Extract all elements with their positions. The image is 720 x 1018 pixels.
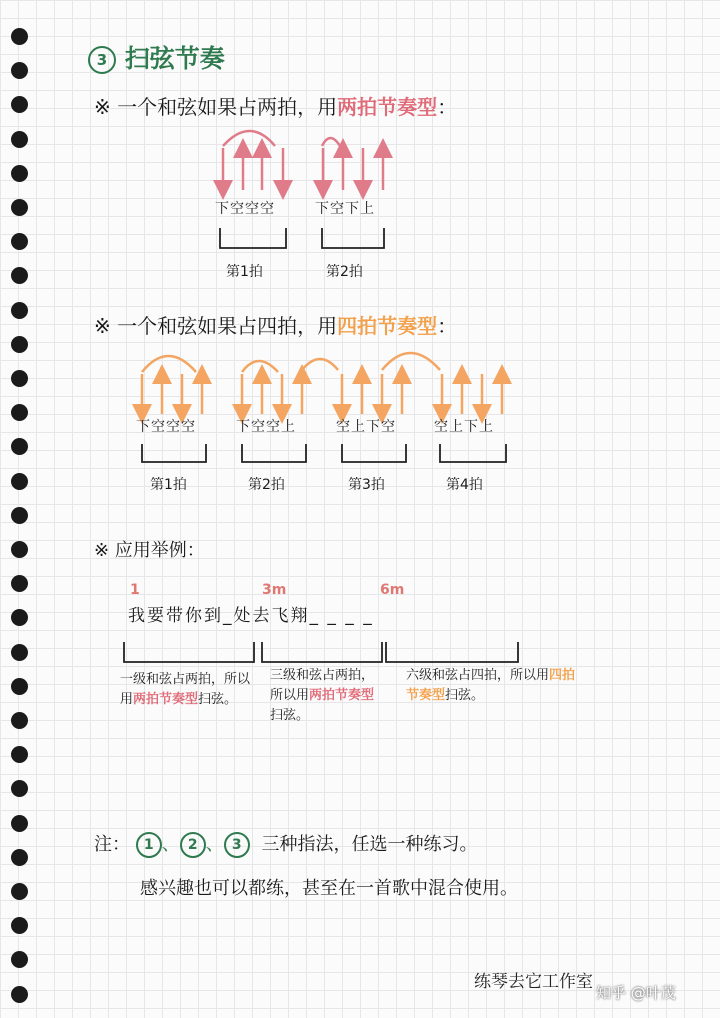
- example-note-1: [120, 670, 260, 710]
- part1-group2-beat: 第2拍: [326, 264, 363, 280]
- note1-pre: 一级和弦占两拍，所以用: [120, 672, 251, 708]
- watermark: 知乎 @叶茂: [596, 984, 676, 1002]
- note3-pre: 六级和弦占四拍，所以用: [406, 668, 550, 683]
- part2-group2-label: 下空空上: [236, 419, 296, 435]
- part2-group1-label: 下空空空: [136, 419, 196, 435]
- part2-group3-label: 空上下空: [336, 419, 396, 435]
- note3-highlight: 四拍节奏型: [406, 668, 576, 704]
- part1-group1-beat: 第1拍: [226, 264, 263, 280]
- part2-group2-beat: 第2拍: [248, 477, 285, 493]
- example-note-2: [270, 666, 380, 726]
- footer-note-line1: 注： 1 、 2 、 3 三种指法，任选一种练习。: [94, 832, 477, 858]
- part2-group3-beat: 第3拍: [348, 477, 385, 493]
- part2-group4-beat: 第4拍: [446, 477, 483, 493]
- lyrics-line: 我要带你到_处去飞翔_ _ _ _: [128, 606, 374, 626]
- part1-group1-label: 下空空空: [215, 201, 275, 217]
- note2-post: 扫弦。: [270, 708, 310, 724]
- part2-group1-beat: 第1拍: [150, 477, 187, 493]
- note2-pre: 三级和弦占两拍，所以用: [270, 668, 375, 704]
- example-note-3: [406, 666, 576, 706]
- note1-highlight: 两拍节奏型: [133, 692, 199, 708]
- note-line1-text: 三种指法，任选一种练习。: [261, 834, 478, 855]
- note2-highlight: 两拍节奏型: [309, 688, 375, 704]
- part2-highlight: 四拍节奏型: [337, 314, 438, 338]
- part1-heading-text: ※ 一个和弦如果占两拍，用: [94, 95, 338, 119]
- part2-heading-suffix: ：: [437, 314, 458, 338]
- circle-2: 2: [180, 832, 206, 858]
- note3-post: 扫弦。: [445, 688, 485, 704]
- circle-3: 3: [224, 832, 250, 858]
- circle-1: 1: [136, 832, 162, 858]
- section-title-text: 扫弦节奏: [124, 44, 225, 73]
- section-number-circle: 3: [88, 46, 116, 74]
- chord-3m: 3m: [262, 582, 287, 598]
- part1-heading-suffix: ：: [437, 95, 458, 119]
- part2-heading-text: ※ 一个和弦如果占四拍，用: [94, 314, 338, 338]
- signature: 练琴去它工作室: [474, 972, 593, 992]
- example-heading: ※ 应用举例：: [94, 540, 205, 561]
- part1-group2-label: 下空下上: [315, 201, 375, 217]
- footer-note-line2: 感兴趣也可以都练，甚至在一首歌中混合使用。: [140, 878, 518, 899]
- note1-post: 扫弦。: [198, 692, 238, 708]
- chord-1: 1: [130, 582, 140, 598]
- chord-6m: 6m: [380, 582, 405, 598]
- part1-highlight: 两拍节奏型: [337, 95, 438, 119]
- note-label: 注：: [94, 834, 130, 855]
- part2-group4-label: 空上下上: [434, 419, 494, 435]
